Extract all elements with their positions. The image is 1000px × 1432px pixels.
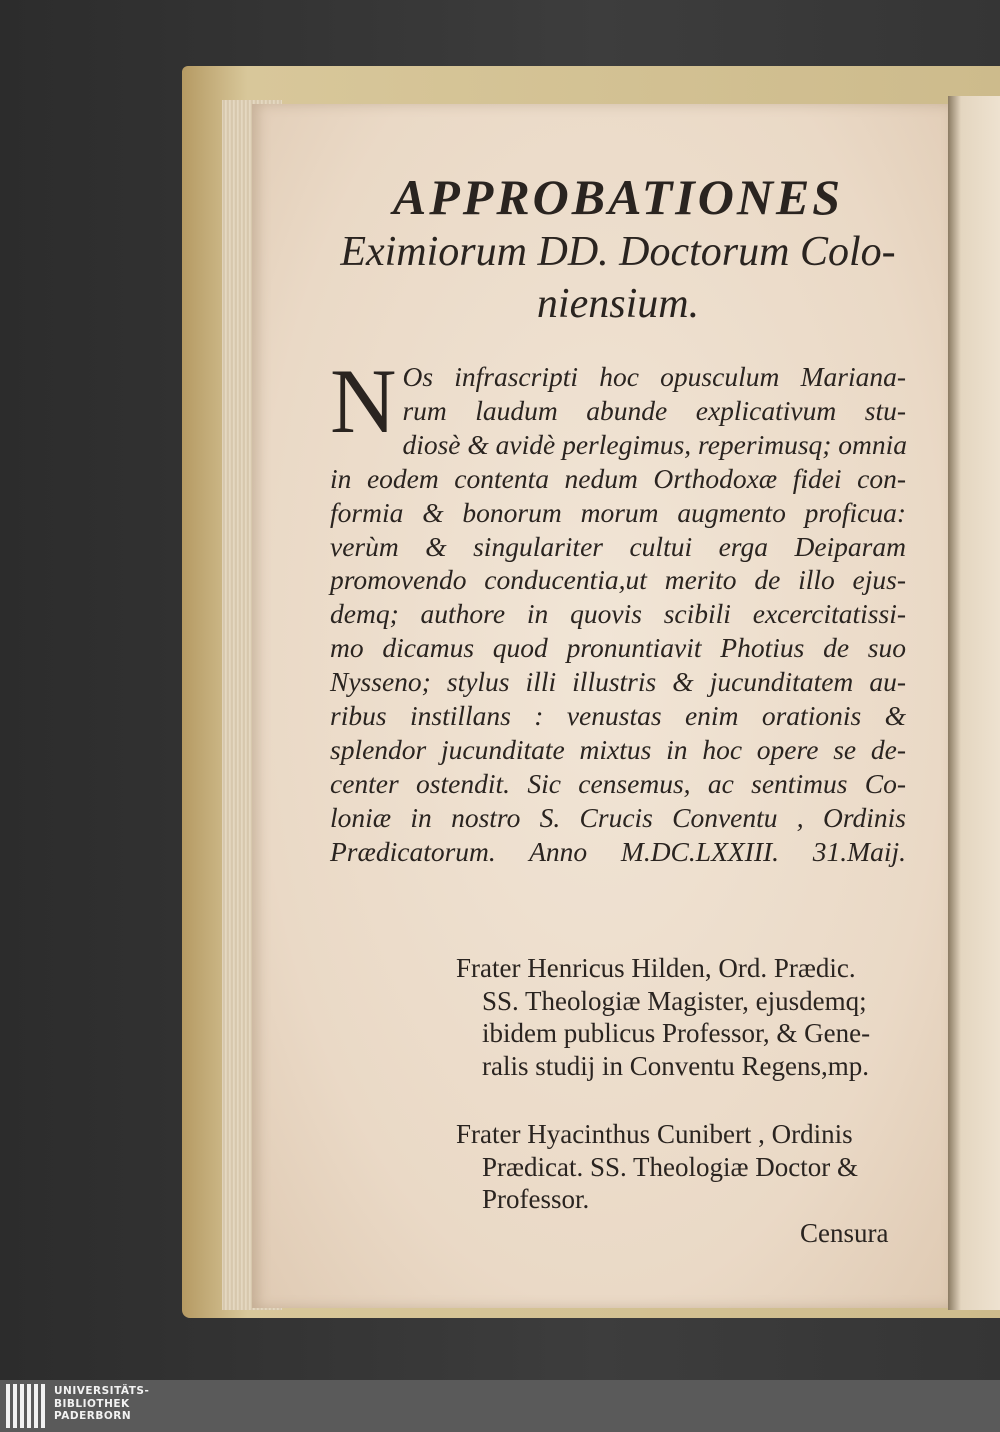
page-subtitle-line-1: Eximiorum DD. Doctorum Colo- [340,229,896,275]
drop-cap: N [330,350,397,452]
logo-line: PADERBORN [54,1410,132,1422]
signature-line: Frater Hyacinthus Cunibert , Ordinis [456,1119,853,1149]
facing-page-edge [948,96,1000,1310]
approbation-body [330,350,908,869]
page-text-block [330,168,906,869]
body-line: loniæ in nostro S. Crucis Conventu , Ordinis [330,801,906,833]
library-logo-text [54,1385,149,1423]
signature-line: Professor. [482,1184,590,1214]
body-line: in eodem contenta nedum Orthodoxæ fidei con- [330,462,906,494]
signature-line: SS. Theologiæ Magister, ejusdemq; [482,985,867,1016]
signature-line: Frater Henricus Hilden, Ord. Prædic. [456,953,856,983]
body-line: Nysseno; stylus illi illustris & jucunditatem au- [330,666,906,698]
body-line: demq; authore in quovis scibili excercitatissi- [330,598,906,630]
signature-line: ralis studij in Conventu Regens,mp. [482,1050,869,1081]
body-line: verùm & singulariter cultui erga Deiparam [330,530,906,562]
body-line: Prædicatorum. Anno M.DC.LXXIII. 31.Maij. [330,835,906,867]
page-title: APPROBATIONES [392,169,844,225]
signature-line: Prædicat. SS. Theologiæ Doctor & [482,1151,858,1182]
library-footer [0,1380,1000,1432]
library-logo-icon [6,1384,48,1428]
signature-hilden [456,952,870,1082]
logo-line: BIBLIOTHEK [54,1397,130,1410]
body-line: center ostendit. Sic censemus, ac sentimus Co- [330,767,906,799]
body-line: Os infrascripti hoc opusculum Mariana- [402,361,906,392]
body-line: diosè & avidè perlegimus, reperimusq; omnia [402,428,908,460]
logo-line: UNIVERSITÄTS- [54,1385,150,1397]
body-line: promovendo conducentia,ut merito de illo ejus- [330,564,906,596]
signature-line: ibidem publicus Professor, & Gene- [482,1018,871,1048]
body-line: formia & bonorum morum augmento proficua: [330,496,906,528]
body-line: splendor jucunditate mixtus in hoc opere se de- [330,733,906,765]
body-line: mo dicamus quod pronuntiavit Photius de suo [330,632,906,664]
page-subtitle-line-2: niensium. [536,281,700,327]
body-line: rum laudum abunde explicativum stu- [402,394,906,426]
signature-cunibert [456,1118,858,1216]
catchword: Censura [800,1218,889,1248]
body-line: ribus instillans : venustas enim orationis & [330,700,906,732]
